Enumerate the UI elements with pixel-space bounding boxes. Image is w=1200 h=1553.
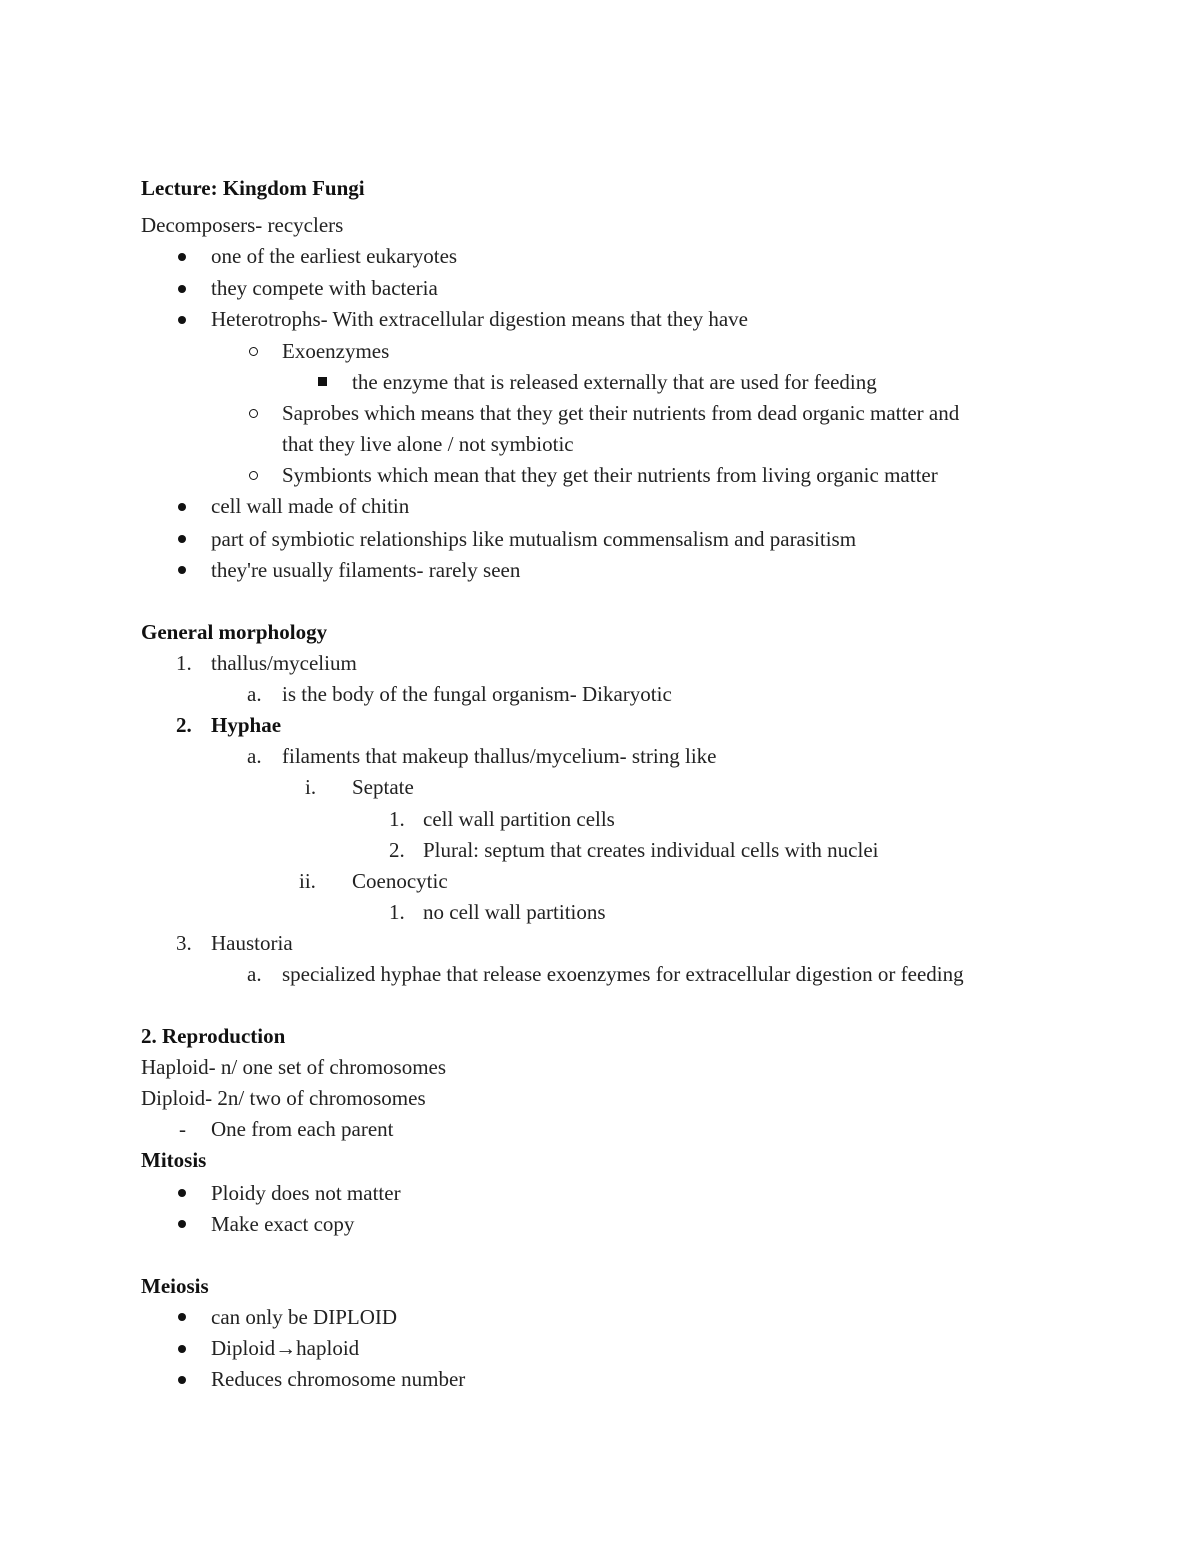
list-item: no cell wall partitions xyxy=(423,900,606,924)
list-item: cell wall partition cells xyxy=(423,807,615,831)
square-bullet-icon xyxy=(318,377,327,386)
list-item: can only be DIPLOID xyxy=(211,1305,398,1329)
list-item: filaments that makeup thallus/mycelium- string like xyxy=(282,744,717,768)
list-marker: a. xyxy=(247,962,262,986)
list-marker: ii. xyxy=(299,869,316,893)
bullet-icon xyxy=(178,1220,186,1228)
list-marker: 1. xyxy=(389,807,405,831)
list-item: One from each parent xyxy=(211,1117,394,1141)
page-title: Lecture: Kingdom Fungi xyxy=(141,176,365,200)
list-item: they're usually filaments- rarely seen xyxy=(211,558,521,582)
bullet-icon xyxy=(178,253,186,261)
list-item: Diploid→haploid xyxy=(211,1336,360,1360)
list-item: Exoenzymes xyxy=(282,339,390,363)
list-item: they compete with bacteria xyxy=(211,276,438,300)
list-marker: a. xyxy=(247,682,262,706)
list-marker: 2. xyxy=(176,713,192,737)
list-item: Heterotrophs- With extracellular digestion means that they have xyxy=(211,307,749,331)
dash-marker: - xyxy=(179,1117,186,1141)
section-heading: 2. Reproduction xyxy=(141,1024,286,1048)
list-item: Septate xyxy=(352,775,414,799)
list-marker: i. xyxy=(305,775,317,799)
list-item: Symbionts which mean that they get their nutrients from living organic matter xyxy=(282,463,938,487)
list-item-continuation: that they live alone / not symbiotic xyxy=(282,432,574,456)
bullet-icon xyxy=(178,1345,186,1353)
hollow-bullet-icon xyxy=(249,347,258,356)
intro-line: Decomposers- recyclers xyxy=(141,213,344,237)
list-item: Hyphae xyxy=(211,713,282,737)
bullet-icon xyxy=(178,535,186,543)
list-marker: a. xyxy=(247,744,262,768)
list-item: cell wall made of chitin xyxy=(211,494,410,518)
list-item: part of symbiotic relationships like mutualism commensalism and parasitism xyxy=(211,527,857,551)
list-marker: 1. xyxy=(389,900,405,924)
list-item: is the body of the fungal organism- Dikaryotic xyxy=(282,682,672,706)
section-heading: Mitosis xyxy=(141,1148,207,1172)
list-item: Make exact copy xyxy=(211,1212,355,1236)
list-item: Saprobes which means that they get their nutrients from dead organic matter and xyxy=(282,401,960,425)
bullet-icon xyxy=(178,503,186,511)
list-item: the enzyme that is released externally that are used for feeding xyxy=(352,370,877,394)
text-line: Diploid- 2n/ two of chromosomes xyxy=(141,1086,426,1110)
bullet-icon xyxy=(178,1189,186,1197)
bullet-icon xyxy=(178,285,186,293)
hollow-bullet-icon xyxy=(249,471,258,480)
bullet-icon xyxy=(178,1376,186,1384)
list-item: specialized hyphae that release exoenzymes for extracellular digestion or feeding xyxy=(282,962,964,986)
bullet-icon xyxy=(178,566,186,574)
section-heading: Meiosis xyxy=(141,1274,209,1298)
list-item: Plural: septum that creates individual cells with nuclei xyxy=(423,838,879,862)
hollow-bullet-icon xyxy=(249,409,258,418)
list-marker: 2. xyxy=(389,838,405,862)
list-item: one of the earliest eukaryotes xyxy=(211,244,458,268)
bullet-icon xyxy=(178,1313,186,1321)
section-heading: General morphology xyxy=(141,620,328,644)
list-marker: 3. xyxy=(176,931,192,955)
bullet-icon xyxy=(178,316,186,324)
text-line: Haploid- n/ one set of chromosomes xyxy=(141,1055,447,1079)
list-item: Ploidy does not matter xyxy=(211,1181,401,1205)
list-item: Coenocytic xyxy=(352,869,448,893)
list-item: thallus/mycelium xyxy=(211,651,357,675)
list-item: Reduces chromosome number xyxy=(211,1367,466,1391)
list-item: Haustoria xyxy=(211,931,293,955)
list-marker: 1. xyxy=(176,651,192,675)
